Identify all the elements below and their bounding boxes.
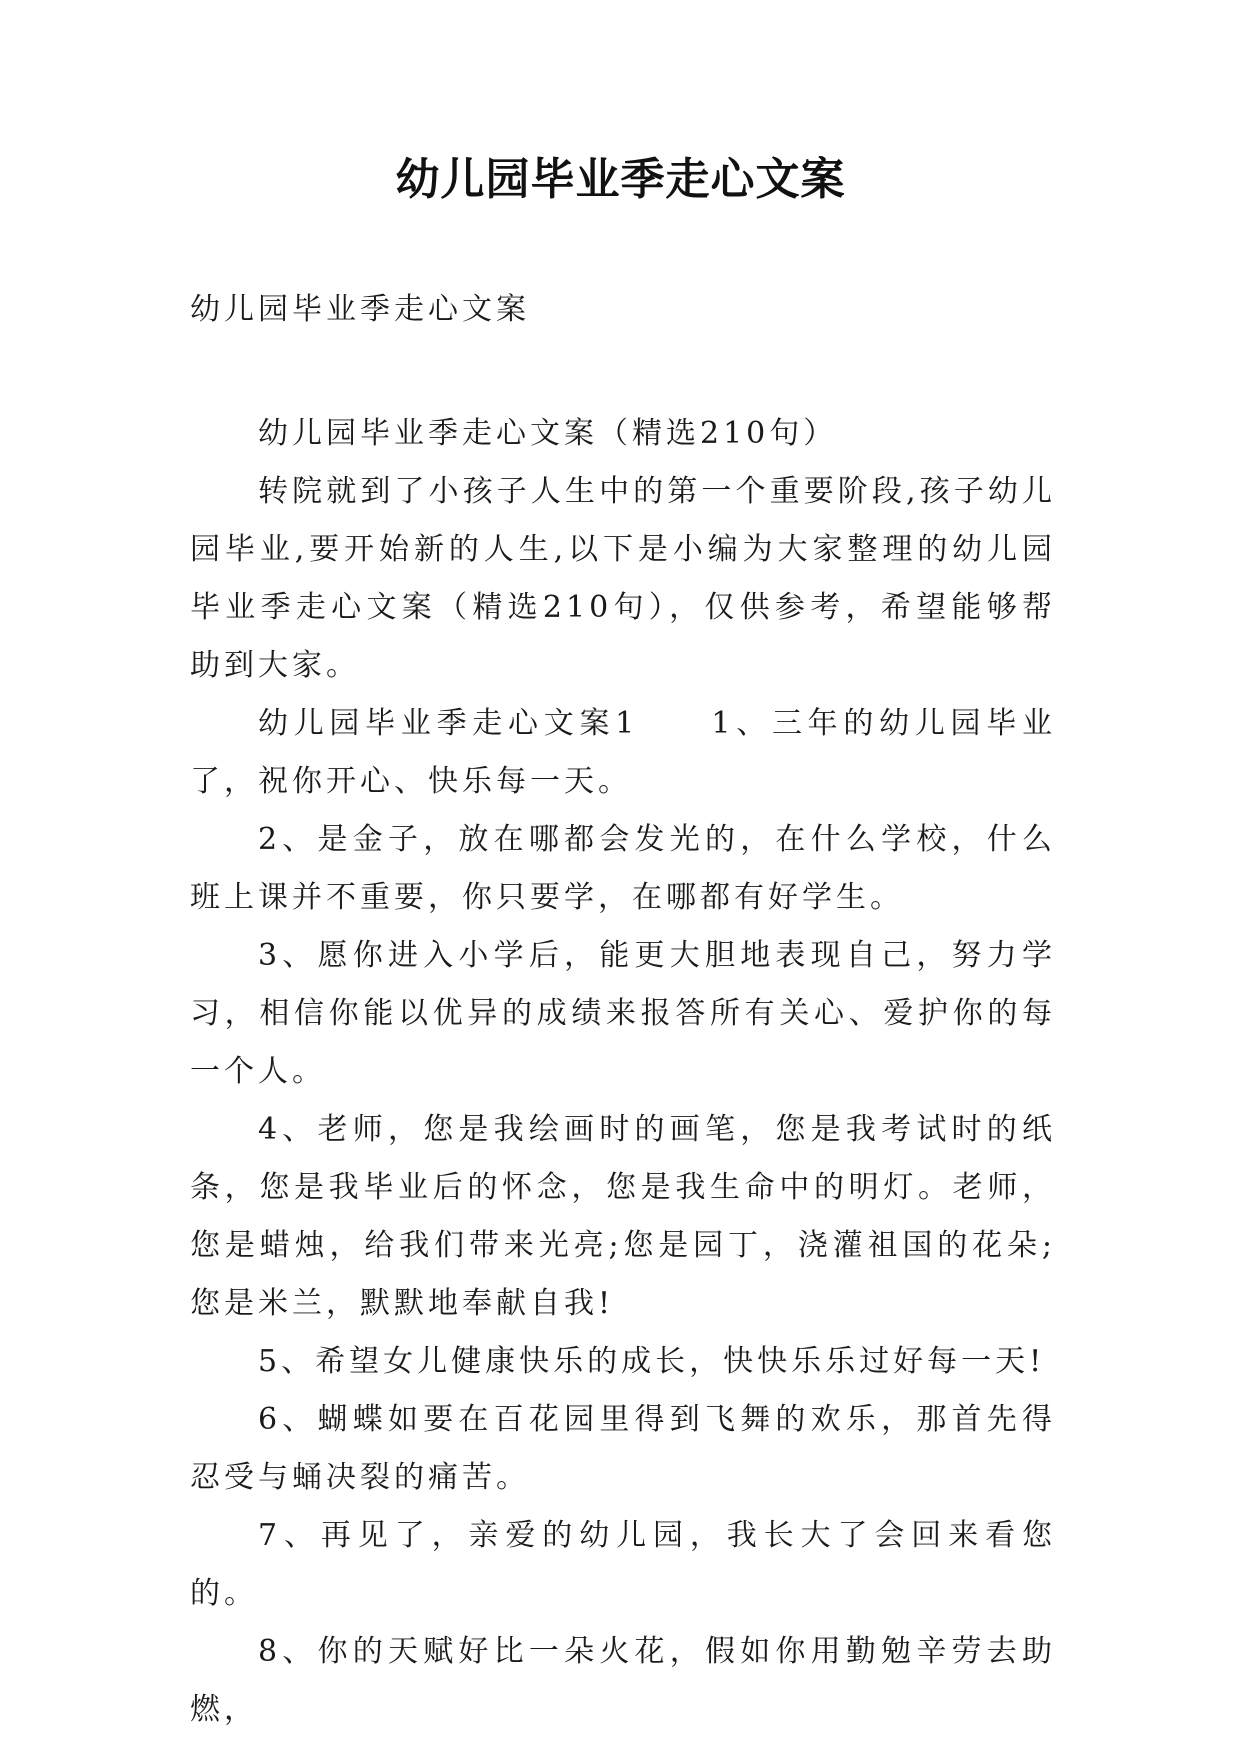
paragraph: 5、希望女儿健康快乐的成长，快快乐乐过好每一天! [258,1344,1046,1379]
paragraph: 幼儿园毕业季走心文案1 1、三年的幼儿园毕业了，祝你开心、快乐每一天。 [190,706,1056,799]
document-title: 幼儿园毕业季走心文案 [395,154,846,205]
paragraph: 6、蝴蝶如要在百花园里得到飞舞的欢乐，那首先得忍受与蛹决裂的痛苦。 [190,1402,1056,1495]
paragraph: 4、老师，您是我绘画时的画笔，您是我考试时的纸条，您是我毕业后的怀念，您是我生命中的明灯。老师，您是蜡烛，给我们带来光亮;您是园丁，浇灌祖国的花朵;您是米兰，默默地奉献自我! [190,1112,1056,1321]
paragraph: 8、你的天赋好比一朵火花，假如你用勤勉辛劳去助燃， [190,1634,1056,1727]
paragraph: 转院就到了小孩子人生中的第一个重要阶段,孩子幼儿园毕业,要开始新的人生,以下是小编为大家整理的幼儿园毕业季走心文案（精选210句），仅供参考，希望能够帮助到大家。 [190,474,1056,683]
paragraph: 幼儿园毕业季走心文案（精选210句） [258,416,838,451]
paragraph: 2、是金子，放在哪都会发光的，在什么学校，什么班上课并不重要，你只要学，在哪都有好学生。 [190,822,1056,915]
document-body [190,405,1056,1739]
paragraph: 7、再见了，亲爱的幼儿园，我长大了会回来看您的。 [190,1518,1056,1611]
document-subtitle: 幼儿园毕业季走心文案 [190,292,530,327]
paragraph: 3、愿你进入小学后，能更大胆地表现自己，努力学习，相信你能以优异的成绩来报答所有关心、爱护你的每一个人。 [190,938,1056,1089]
